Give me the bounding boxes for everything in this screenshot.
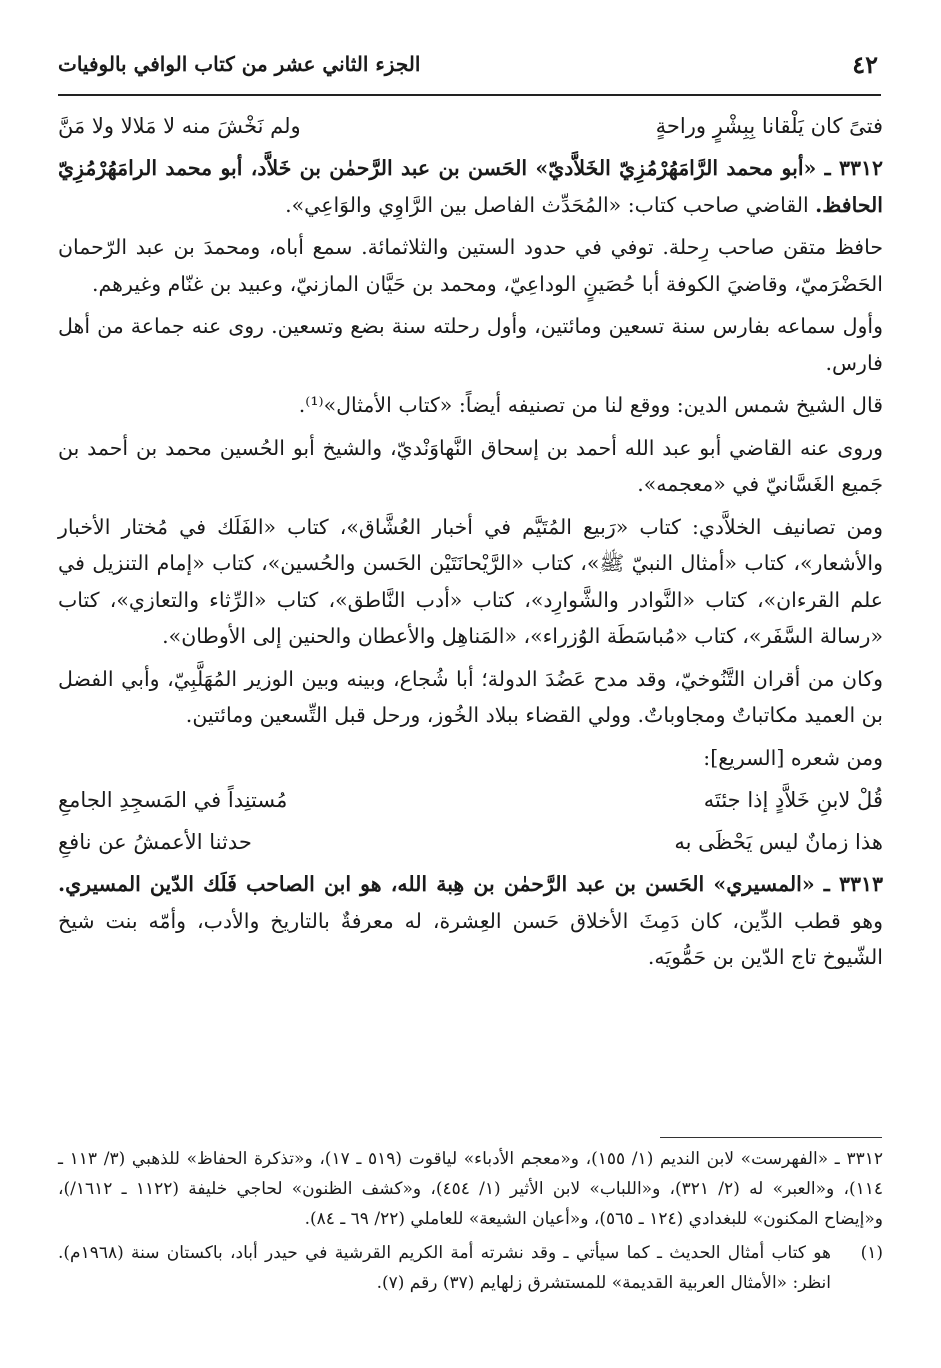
paragraph: وأول سماعه بفارس سنة تسعين ومائتين، وأول رحلته سنة بضع وتسعين. روى عنه جماعة من أهل فارس. [58,314,883,375]
entry-3313 [58,866,883,976]
verse-line [58,108,883,144]
footnotes [58,1144,883,1298]
entry-heading: ٣٣١٣ ـ «المسيري» الحَسن بن عبد الرَّحمٰن بن هِبة الله، هو ابن الصاحب فَلَك الدّين المسيري. [58,872,883,896]
paragraph: وكان من أقران التَّنُوخيّ، وقد مدح عَضُدَ الدولة؛ أبا شُجاع، وبينه وبين الوزير المُهَلَّبِيّ، وأبي الفضل بن العميد مكاتباتٌ ومجاوباتٌ. وولي القضاء ببلاد الخُوز، ورحل قبل التِّسعين ومائتين. [58,666,883,727]
header-rule [58,94,881,96]
entry-3312 [58,150,883,223]
verse-second-hemistich: ولم نَخْشَ منه لا مَلالا ولا مَنَّ [58,114,301,138]
verse-first-hemistich: قُلْ لابنِ خَلاَّدٍ إذا جئتَه [703,788,883,812]
footnote-text: هو كتاب أمثال الحديث ـ كما سيأتي ـ وقد نشرته أمة الكريم القرشية في حيدر أباد، باكستان سنة (١٩٦٨م). انظر: «الأمثال العربية القديمة» للمستشرق زلهايم (٣٧) رقم (٧). [58,1243,831,1293]
footnote-rule [660,1137,882,1138]
footnote-1 [58,1238,883,1298]
verse-line [58,782,883,818]
verse-first-hemistich: فتىً كان يَلْقانا بِبِشْرٍ وراحةٍ [655,114,883,138]
verse-second-hemistich: مُستنِداً في المَسجِدِ الجامعِ [58,788,288,812]
page-number: ٤٢ [852,50,878,79]
running-title: الجزء الثاني عشر من كتاب الوافي بالوفيات [58,52,421,76]
paragraph: ومن تصانيف الخلاَّدي: كتاب «رَبيع المُتَيَّم في أخبار العُشَّاق»، كتاب «الفَلَك في مُختار الأخبار والأشعار»، كتاب «أمثال النبيّ ﷺ»، كتاب «الرَّيْحانَتَيْن الحَسن والحُسين»، كتاب «إمام التنزيل في علم القرءان»، كتاب «النَّوادر والشَّوارِد»، كتاب «أدب النَّاطق»، كتاب «الرِّثاء والتعازي»، كتاب «رسالة السَّفَر»، كتاب «مُباسَطَة الوُزراء»، «المَناهِل والأعطان والحنين إلى الأوطان». [58,514,883,648]
entry-text: القاضي صاحب كتاب: «المُحَدِّث الفاصل بين الرَّاوِي والوَاعِي». [285,192,816,217]
footnote-number: (١) [860,1243,883,1263]
verse-first-hemistich: هذا زمانٌ ليس يَحْظَى به [674,830,883,854]
footnote-sources: ٣٣١٢ ـ «الفهرست» لابن النديم (١/ ١٥٥)، و«معجم الأدباء» لياقوت (٥١٩ ـ ١٧)، و«تذكرة الحفاظ» للذهبي (٣/ ١١٣ ـ ١١٤)، و«العبر» له (٢/ ٣٢١)، و«اللباب» لابن الأثير (١/ ٤٥٤)، و«كشف الظنون» لحاجي خليفة (١١٢٢ ـ ١٦١٢/)، و«إيضاح المكنون» للبغدادي (١٢٤ ـ ٥٦٥)، و«أعيان الشيعة» للعاملي (٢٢/ ٦٩ ـ ٨٤). [58,1149,884,1229]
page-header [58,48,878,84]
entry-text: وهو قطب الدِّين، كان دَمِثَ الأخلاق حَسن العِشرة، له معرفةٌ بالتاريخ والأدب، وأمّه بنت شيخ الشّيوخ تاج الدّين بن حَمُّويَه. [58,908,883,969]
paragraph: حافظ متقن صاحب رِحلة. توفي في حدود الستين والثلاثمائة. سمع أباه، ومحمدَ بن عبد الرّحمان الحَضْرَميّ، وقاضيَ الكوفة أبا حُصَينٍ الوداعِيّ، ومحمد بن حَيَّان المازنيّ، وعبيد بن غنّام وغيرهم. [58,235,883,296]
paragraph: قال الشيخ شمس الدين: ووقع لنا من تصنيفه أيضاً: «كتاب الأمثال»⁽¹⁾. [298,393,883,417]
meter-label: ومن شعره [السريع]: [703,745,883,770]
verse-line [58,824,883,860]
paragraph: وروى عنه القاضي أبو عبد الله أحمد بن إسحاق النَّهاوَنْديّ، والشيخ أبو الحُسين محمد بن أحمد بن جَميع الغَسَّانيّ في «معجمه». [58,435,883,496]
entry-heading: ٣٣١٢ ـ «أبو محمد الرَّامَهُرْمُزِيّ الخَلاَّديّ» الحَسن بن عبد الرَّحمٰن بن خَلاَّد، أبو محمد الرامَهُرْمُزِيّ الحافظ. [58,156,883,217]
main-text [58,108,883,982]
verse-second-hemistich: حدثنا الأعمشُ عن نافعِ [58,830,252,854]
